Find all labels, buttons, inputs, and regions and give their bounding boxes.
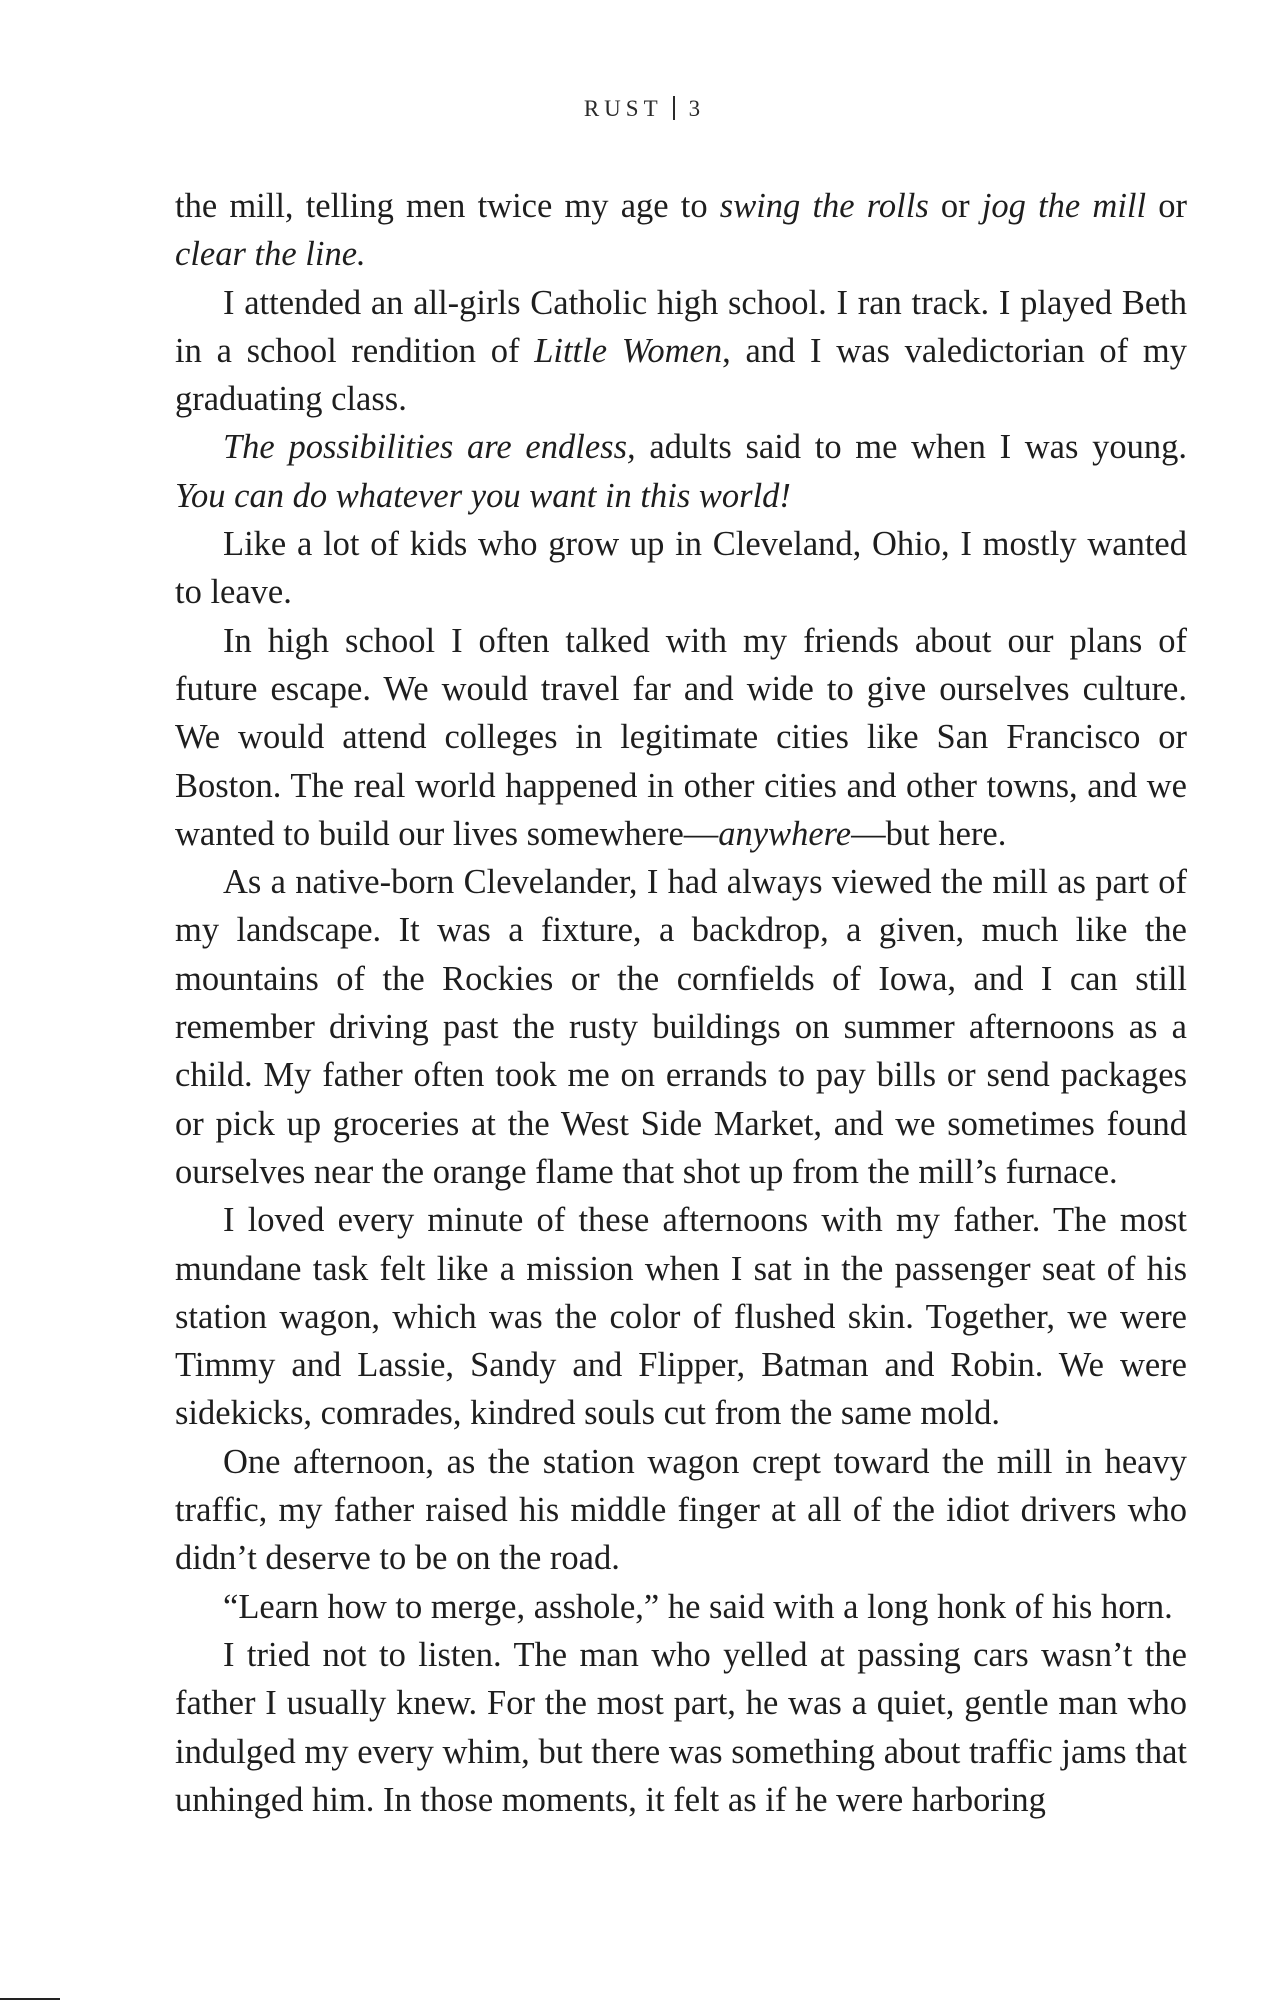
italic-run: anywhere [718, 814, 852, 853]
running-head-title: RUST [583, 96, 663, 121]
paragraph [175, 1438, 1187, 1583]
text-run: or [1146, 187, 1187, 225]
text-run: In high school I often talked with my friends about our plans of future escape. We would travel far and wide to give ourselves culture. We would attend colleges in legitimate cities like San Francisco or Boston. The real world happened in other cities and other towns, and we wanted to build our lives somewhere— [175, 621, 1187, 853]
italic-run: swing the rolls [719, 187, 929, 225]
scan-edge-mark [0, 1998, 60, 2000]
text-run: I loved every minute of these afternoons with my father. The most mundane task felt like a mission when I sat in the passenger seat of his station wagon, which was the color of flushed skin. Together, we were Timmy and Lassie, Sandy and Flipper, Batman and Robin. We were sidekicks, comrades, kindred souls cut from the same mold. [175, 1201, 1187, 1433]
text-run: adults said to me when I was young. [635, 428, 1187, 467]
paragraph [175, 1196, 1187, 1437]
paragraph [175, 1631, 1187, 1824]
body-text [175, 182, 1187, 1824]
italic-run: Little Women [534, 331, 723, 370]
running-head-separator [673, 96, 675, 120]
text-run: As a native-born Clevelander, I had always viewed the mill as part of my landscape. It was a fixture, a backdrop, a given, much like the mountains of the Rockies or the cornfields of Iowa, and I can still remember driving past the rusty buildings on summer afternoons as a child. My father often took me on errands to pay bills or send packages or pick up groceries at the West Side Market, and we sometimes found ourselves near the orange flame that shot up from the mill’s furnace. [175, 863, 1187, 1191]
text-run: I attended an all-girls Catholic high school. I ran track. I played Beth in a school rendition of [175, 283, 1187, 370]
paragraph [175, 858, 1187, 1196]
text-run: One afternoon, as the station wagon crept toward the mill in heavy traffic, my father raised his middle finger at all of the idiot drivers who didn’t deserve to be on the road. [175, 1442, 1187, 1578]
italic-run: You can do whatever you want in this world! [175, 476, 791, 515]
text-run: Like a lot of kids who grow up in Cleveland, Ohio, I mostly wanted to leave. [175, 525, 1187, 612]
text-run: , and I was valedictorian of my graduating class. [175, 331, 1187, 419]
paragraph [175, 182, 1187, 279]
text-run: “Learn how to merge, asshole,” he said with a long honk of his horn. [223, 1587, 1173, 1626]
text-run: the mill, telling men twice my age to [175, 187, 720, 225]
page-number: 3 [688, 96, 701, 121]
paragraph [175, 1583, 1187, 1631]
text-run: I tried not to listen. The man who yelled at passing cars wasn’t the father I usually knew. For the most part, he was a quiet, gentle man who indulged my every whim, but there was something about traffic jams that unhinged him. In those moments, it felt as if he were harboring [175, 1635, 1187, 1819]
italic-run: jog the mill [981, 187, 1147, 225]
running-head [0, 96, 1284, 122]
paragraph [175, 520, 1187, 617]
italic-run: clear the line. [175, 235, 366, 274]
text-run: —but here. [851, 814, 1007, 853]
paragraph [175, 279, 1187, 424]
paragraph [175, 423, 1187, 520]
paragraph [175, 617, 1187, 858]
italic-run: The possibilities are endless, [223, 428, 636, 467]
text-run: or [928, 187, 982, 225]
